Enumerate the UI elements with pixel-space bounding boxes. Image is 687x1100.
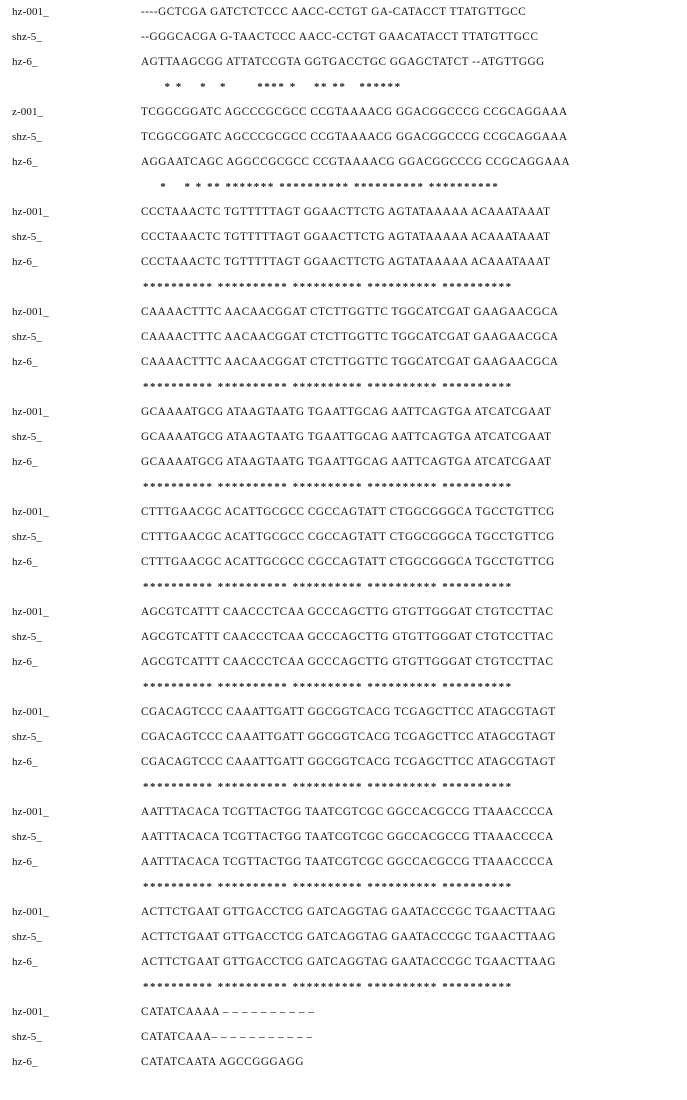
sequence-text: AGCGTCATTT CAACCCTCAA GCCCAGCTTG GTGTTGGGAT CTGTCCTTAC bbox=[141, 606, 554, 618]
consensus-row bbox=[0, 675, 687, 700]
sequence-name: hz-001_ bbox=[12, 206, 49, 218]
sequence-row bbox=[0, 125, 687, 150]
sequence-text: TCGGCGGATC AGCCCGCGCC CCGTAAAACG GGACGGCCCG CCGCAGGAAA bbox=[141, 106, 568, 118]
sequence-name: hz-6_ bbox=[12, 756, 38, 768]
sequence-name: hz-001_ bbox=[12, 1006, 49, 1018]
sequence-row bbox=[0, 925, 687, 950]
consensus-stars: ********** ********** ********** ********** ********** bbox=[143, 681, 513, 693]
sequence-name: hz-6_ bbox=[12, 956, 38, 968]
sequence-name: shz-5_ bbox=[12, 1031, 42, 1043]
consensus-row bbox=[0, 475, 687, 500]
sequence-row bbox=[0, 500, 687, 525]
sequence-row bbox=[0, 850, 687, 875]
sequence-row bbox=[0, 725, 687, 750]
sequence-name: hz-001_ bbox=[12, 306, 49, 318]
sequence-text: ACTTCTGAAT GTTGACCTCG GATCAGGTAG GAATACCCGC TGAACTTAAG bbox=[141, 906, 557, 918]
sequence-row bbox=[0, 900, 687, 925]
sequence-row bbox=[0, 0, 687, 25]
alignment-block bbox=[0, 1000, 687, 1100]
sequence-name: hz-6_ bbox=[12, 856, 38, 868]
alignment-block bbox=[0, 300, 687, 400]
consensus-row bbox=[0, 975, 687, 1000]
consensus-stars: ********** ********** ********** ********** ********** bbox=[143, 481, 513, 493]
sequence-row bbox=[0, 750, 687, 775]
sequence-text: AATTTACACA TCGTTACTGG TAATCGTCGC GGCCACGCCG TTAAACCCCA bbox=[141, 806, 554, 818]
sequence-text: AATTTACACA TCGTTACTGG TAATCGTCGC GGCCACGCCG TTAAACCCCA bbox=[141, 856, 554, 868]
sequence-name: shz-5_ bbox=[12, 331, 42, 343]
sequence-row bbox=[0, 300, 687, 325]
sequence-row bbox=[0, 350, 687, 375]
sequence-name: hz-001_ bbox=[12, 706, 49, 718]
sequence-name: hz-001_ bbox=[12, 6, 49, 18]
sequence-text: GCAAAATGCG ATAAGTAATG TGAATTGCAG AATTCAGTGA ATCATCGAAT bbox=[141, 406, 552, 418]
sequence-row bbox=[0, 150, 687, 175]
sequence-text: CCCTAAACTC TGTTTTTAGT GGAACTTCTG AGTATAAAAA ACAAATAAAT bbox=[141, 256, 551, 268]
consensus-stars: ********** ********** ********** ********** ********** bbox=[143, 781, 513, 793]
sequence-name: hz-6_ bbox=[12, 256, 38, 268]
sequence-row bbox=[0, 400, 687, 425]
sequence-name: shz-5_ bbox=[12, 231, 42, 243]
sequence-text: ACTTCTGAAT GTTGACCTCG GATCAGGTAG GAATACCCGC TGAACTTAAG bbox=[141, 931, 557, 943]
sequence-row bbox=[0, 325, 687, 350]
sequence-text: AGCGTCATTT CAACCCTCAA GCCCAGCTTG GTGTTGGGAT CTGTCCTTAC bbox=[141, 656, 554, 668]
sequence-text: AATTTACACA TCGTTACTGG TAATCGTCGC GGCCACGCCG TTAAACCCCA bbox=[141, 831, 554, 843]
consensus-stars: ********** ********** ********** ********** ********** bbox=[143, 581, 513, 593]
sequence-name: shz-5_ bbox=[12, 631, 42, 643]
sequence-name: hz-001_ bbox=[12, 506, 49, 518]
sequence-name: hz-001_ bbox=[12, 806, 49, 818]
sequence-name: shz-5_ bbox=[12, 531, 42, 543]
consensus-row bbox=[0, 775, 687, 800]
sequence-name: hz-6_ bbox=[12, 456, 38, 468]
sequence-name: shz-5_ bbox=[12, 731, 42, 743]
sequence-row bbox=[0, 800, 687, 825]
sequence-row bbox=[0, 650, 687, 675]
sequence-row bbox=[0, 525, 687, 550]
sequence-row bbox=[0, 1000, 687, 1025]
sequence-row bbox=[0, 200, 687, 225]
sequence-text: CGACAGTCCC CAAATTGATT GGCGGTCACG TCGAGCTTCC ATAGCGTAGT bbox=[141, 756, 556, 768]
consensus-row bbox=[0, 175, 687, 200]
sequence-row bbox=[0, 225, 687, 250]
sequence-name: shz-5_ bbox=[12, 831, 42, 843]
sequence-name: hz-6_ bbox=[12, 356, 38, 368]
alignment-block bbox=[0, 100, 687, 200]
sequence-name: hz-6_ bbox=[12, 656, 38, 668]
consensus-row bbox=[0, 875, 687, 900]
consensus-stars: * * * * **** * ** ** ****** bbox=[143, 81, 402, 93]
sequence-text: CTTTGAACGC ACATTGCGCC CGCCAGTATT CTGGCGGGCA TGCCTGTTCG bbox=[141, 506, 555, 518]
sequence-row bbox=[0, 425, 687, 450]
sequence-name: z-001_ bbox=[12, 106, 44, 118]
sequence-row bbox=[0, 50, 687, 75]
sequence-row bbox=[0, 1025, 687, 1050]
sequence-row bbox=[0, 700, 687, 725]
sequence-row bbox=[0, 950, 687, 975]
sequence-text: CAAAACTTTC AACAACGGAT CTCTTGGTTC TGGCATCGAT GAAGAACGCA bbox=[141, 331, 559, 343]
sequence-text: AGCGTCATTT CAACCCTCAA GCCCAGCTTG GTGTTGGGAT CTGTCCTTAC bbox=[141, 631, 554, 643]
alignment-block bbox=[0, 800, 687, 900]
sequence-name: hz-6_ bbox=[12, 556, 38, 568]
sequence-text: CATATCAAA– – – – – – – – – – – bbox=[141, 1031, 313, 1043]
sequence-text: GCAAAATGCG ATAAGTAATG TGAATTGCAG AATTCAGTGA ATCATCGAAT bbox=[141, 431, 552, 443]
alignment-block bbox=[0, 200, 687, 300]
consensus-stars: ********** ********** ********** ********** ********** bbox=[143, 981, 513, 993]
consensus-stars: * * * ** ******* ********** ********** ********** bbox=[143, 181, 500, 193]
sequence-name: shz-5_ bbox=[12, 431, 42, 443]
sequence-text: GCAAAATGCG ATAAGTAATG TGAATTGCAG AATTCAGTGA ATCATCGAAT bbox=[141, 456, 552, 468]
alignment-block bbox=[0, 600, 687, 700]
sequence-text: CAAAACTTTC AACAACGGAT CTCTTGGTTC TGGCATCGAT GAAGAACGCA bbox=[141, 356, 559, 368]
consensus-row bbox=[0, 75, 687, 100]
sequence-text: ACTTCTGAAT GTTGACCTCG GATCAGGTAG GAATACCCGC TGAACTTAAG bbox=[141, 956, 557, 968]
sequence-row bbox=[0, 250, 687, 275]
sequence-text: CATATCAATA AGCCGGGAGG bbox=[141, 1056, 304, 1068]
alignment-block bbox=[0, 500, 687, 600]
sequence-text: --GGGCACGA G-TAACTCCC AACC-CCTGT GAACATACCT TTATGTTGCC bbox=[141, 31, 539, 43]
consensus-row bbox=[0, 375, 687, 400]
sequence-text: CCCTAAACTC TGTTTTTAGT GGAACTTCTG AGTATAAAAA ACAAATAAAT bbox=[141, 231, 551, 243]
sequence-text: AGGAATCAGC AGGCCGCGCC CCGTAAAACG GGACGGCCCG CCGCAGGAAA bbox=[141, 156, 571, 168]
sequence-text: ----GCTCGA GATCTCTCCC AACC-CCTGT GA-CATACCT TTATGTTGCC bbox=[141, 6, 527, 18]
sequence-name: hz-6_ bbox=[12, 156, 38, 168]
sequence-text: CGACAGTCCC CAAATTGATT GGCGGTCACG TCGAGCTTCC ATAGCGTAGT bbox=[141, 706, 556, 718]
sequence-row bbox=[0, 100, 687, 125]
sequence-text: AGTTAAGCGG ATTATCCGTA GGTGACCTGC GGAGCTATCT --ATGTTGGG bbox=[141, 56, 545, 68]
sequence-name: hz-001_ bbox=[12, 606, 49, 618]
sequence-text: CCCTAAACTC TGTTTTTAGT GGAACTTCTG AGTATAAAAA ACAAATAAAT bbox=[141, 206, 551, 218]
sequence-name: hz-6_ bbox=[12, 1056, 38, 1068]
consensus-row bbox=[0, 1075, 687, 1100]
sequence-name: hz-6_ bbox=[12, 56, 38, 68]
alignment-block bbox=[0, 400, 687, 500]
sequence-name: shz-5_ bbox=[12, 31, 42, 43]
sequence-row bbox=[0, 450, 687, 475]
sequence-row bbox=[0, 600, 687, 625]
consensus-row bbox=[0, 575, 687, 600]
sequence-text: CATATCAAAA – – – – – – – – – – bbox=[141, 1006, 315, 1018]
sequence-row bbox=[0, 550, 687, 575]
alignment-block bbox=[0, 900, 687, 1000]
sequence-name: hz-001_ bbox=[12, 906, 49, 918]
consensus-row bbox=[0, 275, 687, 300]
consensus-stars: ********** ********** ********** ********** ********** bbox=[143, 281, 513, 293]
sequence-name: shz-5_ bbox=[12, 931, 42, 943]
sequence-text: CTTTGAACGC ACATTGCGCC CGCCAGTATT CTGGCGGGCA TGCCTGTTCG bbox=[141, 531, 555, 543]
consensus-stars: ********** ********** ********** ********** ********** bbox=[143, 381, 513, 393]
sequence-text: TCGGCGGATC AGCCCGCGCC CCGTAAAACG GGACGGCCCG CCGCAGGAAA bbox=[141, 131, 568, 143]
sequence-name: shz-5_ bbox=[12, 131, 42, 143]
alignment-block bbox=[0, 700, 687, 800]
alignment-block bbox=[0, 0, 687, 100]
sequence-row bbox=[0, 625, 687, 650]
sequence-text: CTTTGAACGC ACATTGCGCC CGCCAGTATT CTGGCGGGCA TGCCTGTTCG bbox=[141, 556, 555, 568]
consensus-stars: ********** ********** ********** ********** ********** bbox=[143, 881, 513, 893]
sequence-text: CAAAACTTTC AACAACGGAT CTCTTGGTTC TGGCATCGAT GAAGAACGCA bbox=[141, 306, 559, 318]
sequence-row bbox=[0, 1050, 687, 1075]
sequence-text: CGACAGTCCC CAAATTGATT GGCGGTCACG TCGAGCTTCC ATAGCGTAGT bbox=[141, 731, 556, 743]
sequence-row bbox=[0, 25, 687, 50]
sequence-row bbox=[0, 825, 687, 850]
sequence-name: hz-001_ bbox=[12, 406, 49, 418]
